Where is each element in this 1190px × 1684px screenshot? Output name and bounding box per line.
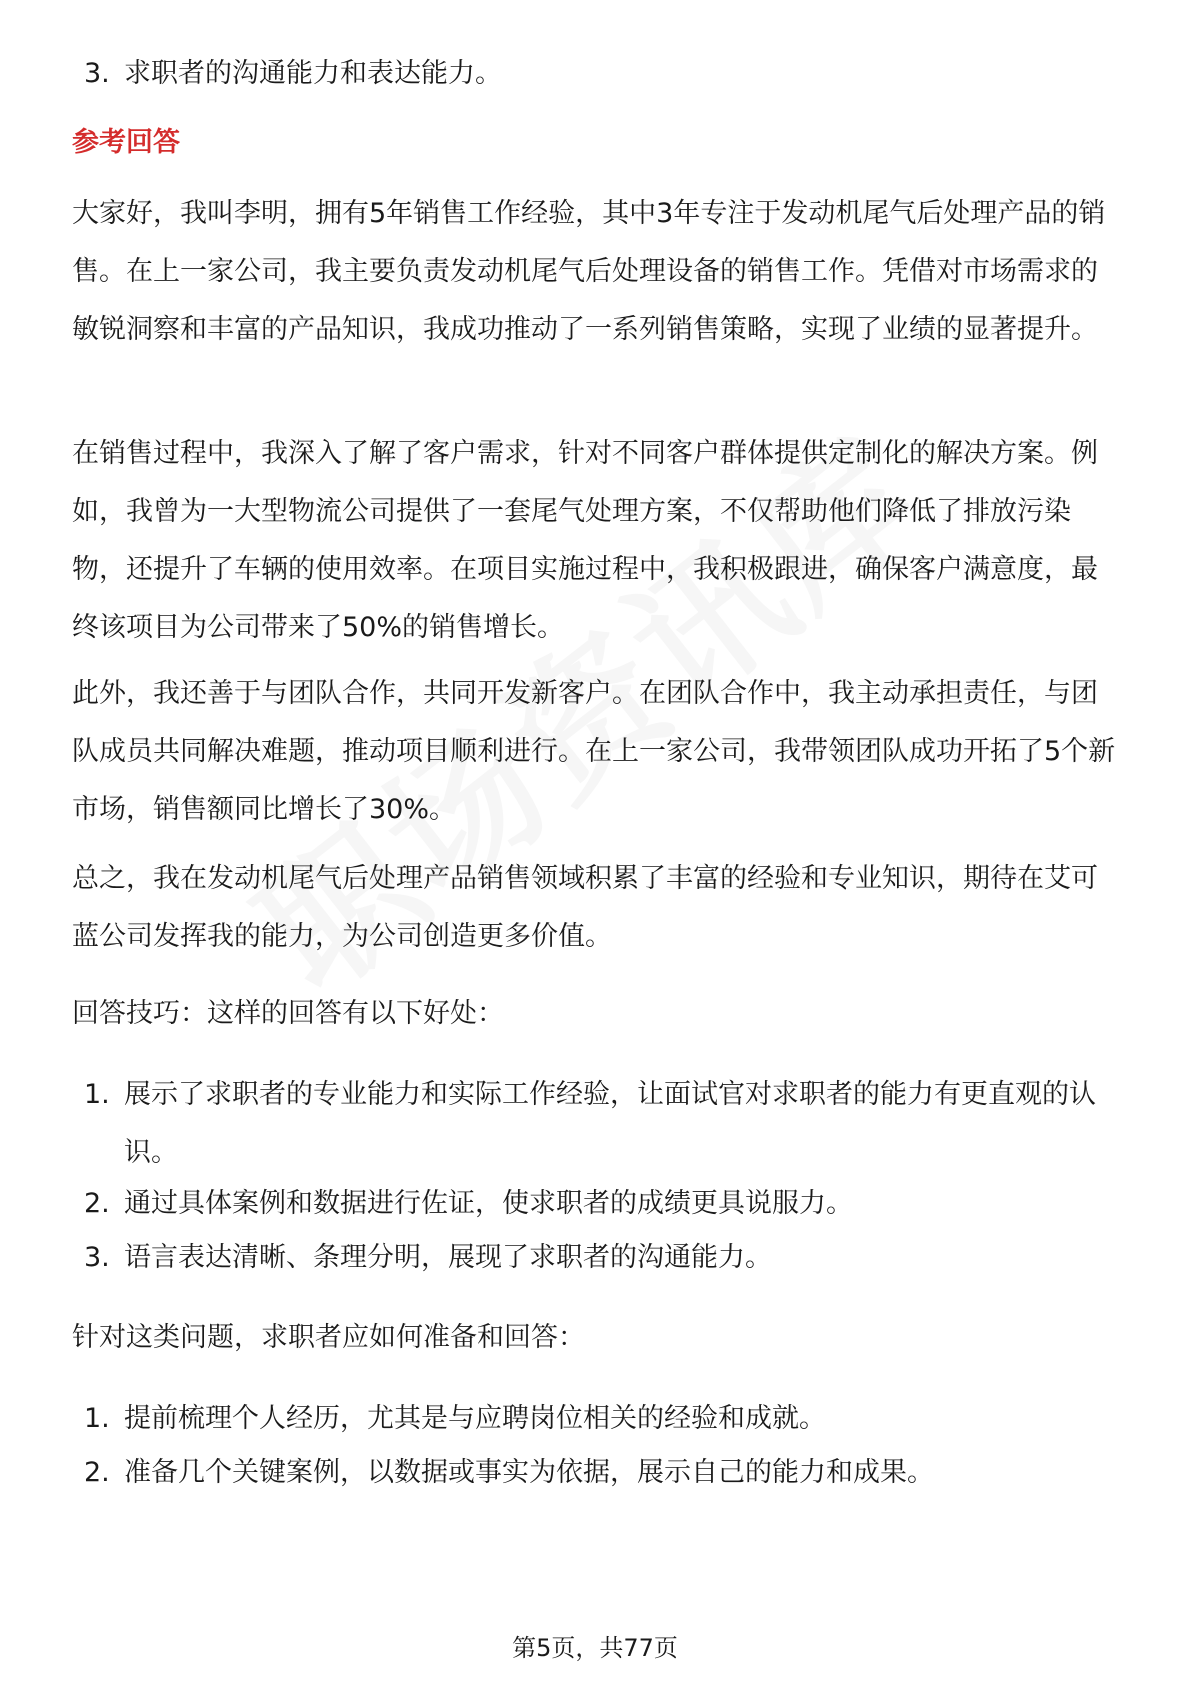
list-text: 求职者的沟通能力和表达能力。 [124, 58, 502, 89]
list-text: 展示了求职者的专业能力和实际工作经验，让面试官对求职者的能力有更直观的认识。 [124, 1079, 1096, 1168]
prep-intro: 针对这类问题，求职者应如何准备和回答： [72, 1322, 585, 1353]
paragraph-4: 总之，我在发动机尾气后处理产品销售领域积累了丰富的经验和专业知识，期待在艾可蓝公司发挥我的能力，为公司创造更多价值。 [72, 863, 1098, 952]
section-heading: 参考回答 [72, 127, 180, 158]
list-item [72, 1444, 1122, 1502]
tips-intro: 回答技巧：这样的回答有以下好处： [72, 998, 504, 1029]
paragraph-1: 大家好，我叫李明，拥有5年销售工作经验，其中3年专注于发动机尾气后处理产品的销售。在上一家公司，我主要负责发动机尾气后处理设备的销售工作。凭借对市场需求的敏锐洞察和丰富的产品知识，我成功推动了一系列销售策略，实现了业绩的显著提升。 [72, 198, 1106, 345]
list-number: 1. [84, 1403, 110, 1434]
page-footer: 第5页，共77页 [512, 1634, 678, 1662]
list-text: 通过具体案例和数据进行佐证，使求职者的成绩更具说服力。 [124, 1188, 853, 1219]
list-item [72, 45, 1122, 103]
list-item [72, 1175, 1122, 1233]
list-item [72, 1390, 1122, 1448]
paragraph-3: 此外，我还善于与团队合作，共同开发新客户。在团队合作中，我主动承担责任，与团队成员共同解决难题，推动项目顺利进行。在上一家公司，我带领团队成功开拓了5个新市场，销售额同比增长了30%。 [72, 678, 1116, 825]
paragraph-2: 在销售过程中，我深入了解了客户需求，针对不同客户群体提供定制化的解决方案。例如，我曾为一大型物流公司提供了一套尾气处理方案，不仅帮助他们降低了排放污染物，还提升了车辆的使用效率。在项目实施过程中，我积极跟进，确保客户满意度，最终该项目为公司带来了50%的销售增长。 [72, 438, 1098, 643]
list-number: 3. [84, 1242, 110, 1273]
list-text: 提前梳理个人经历，尤其是与应聘岗位相关的经验和成就。 [124, 1403, 826, 1434]
list-text: 准备几个关键案例，以数据或事实为依据，展示自己的能力和成果。 [124, 1457, 934, 1488]
list-number: 2. [84, 1188, 110, 1219]
list-number: 1. [84, 1079, 110, 1110]
list-item [72, 1229, 1122, 1287]
list-item [72, 1066, 1122, 1182]
list-number: 3. [84, 58, 110, 89]
list-text: 语言表达清晰、条理分明，展现了求职者的沟通能力。 [124, 1242, 772, 1273]
list-number: 2. [84, 1457, 110, 1488]
